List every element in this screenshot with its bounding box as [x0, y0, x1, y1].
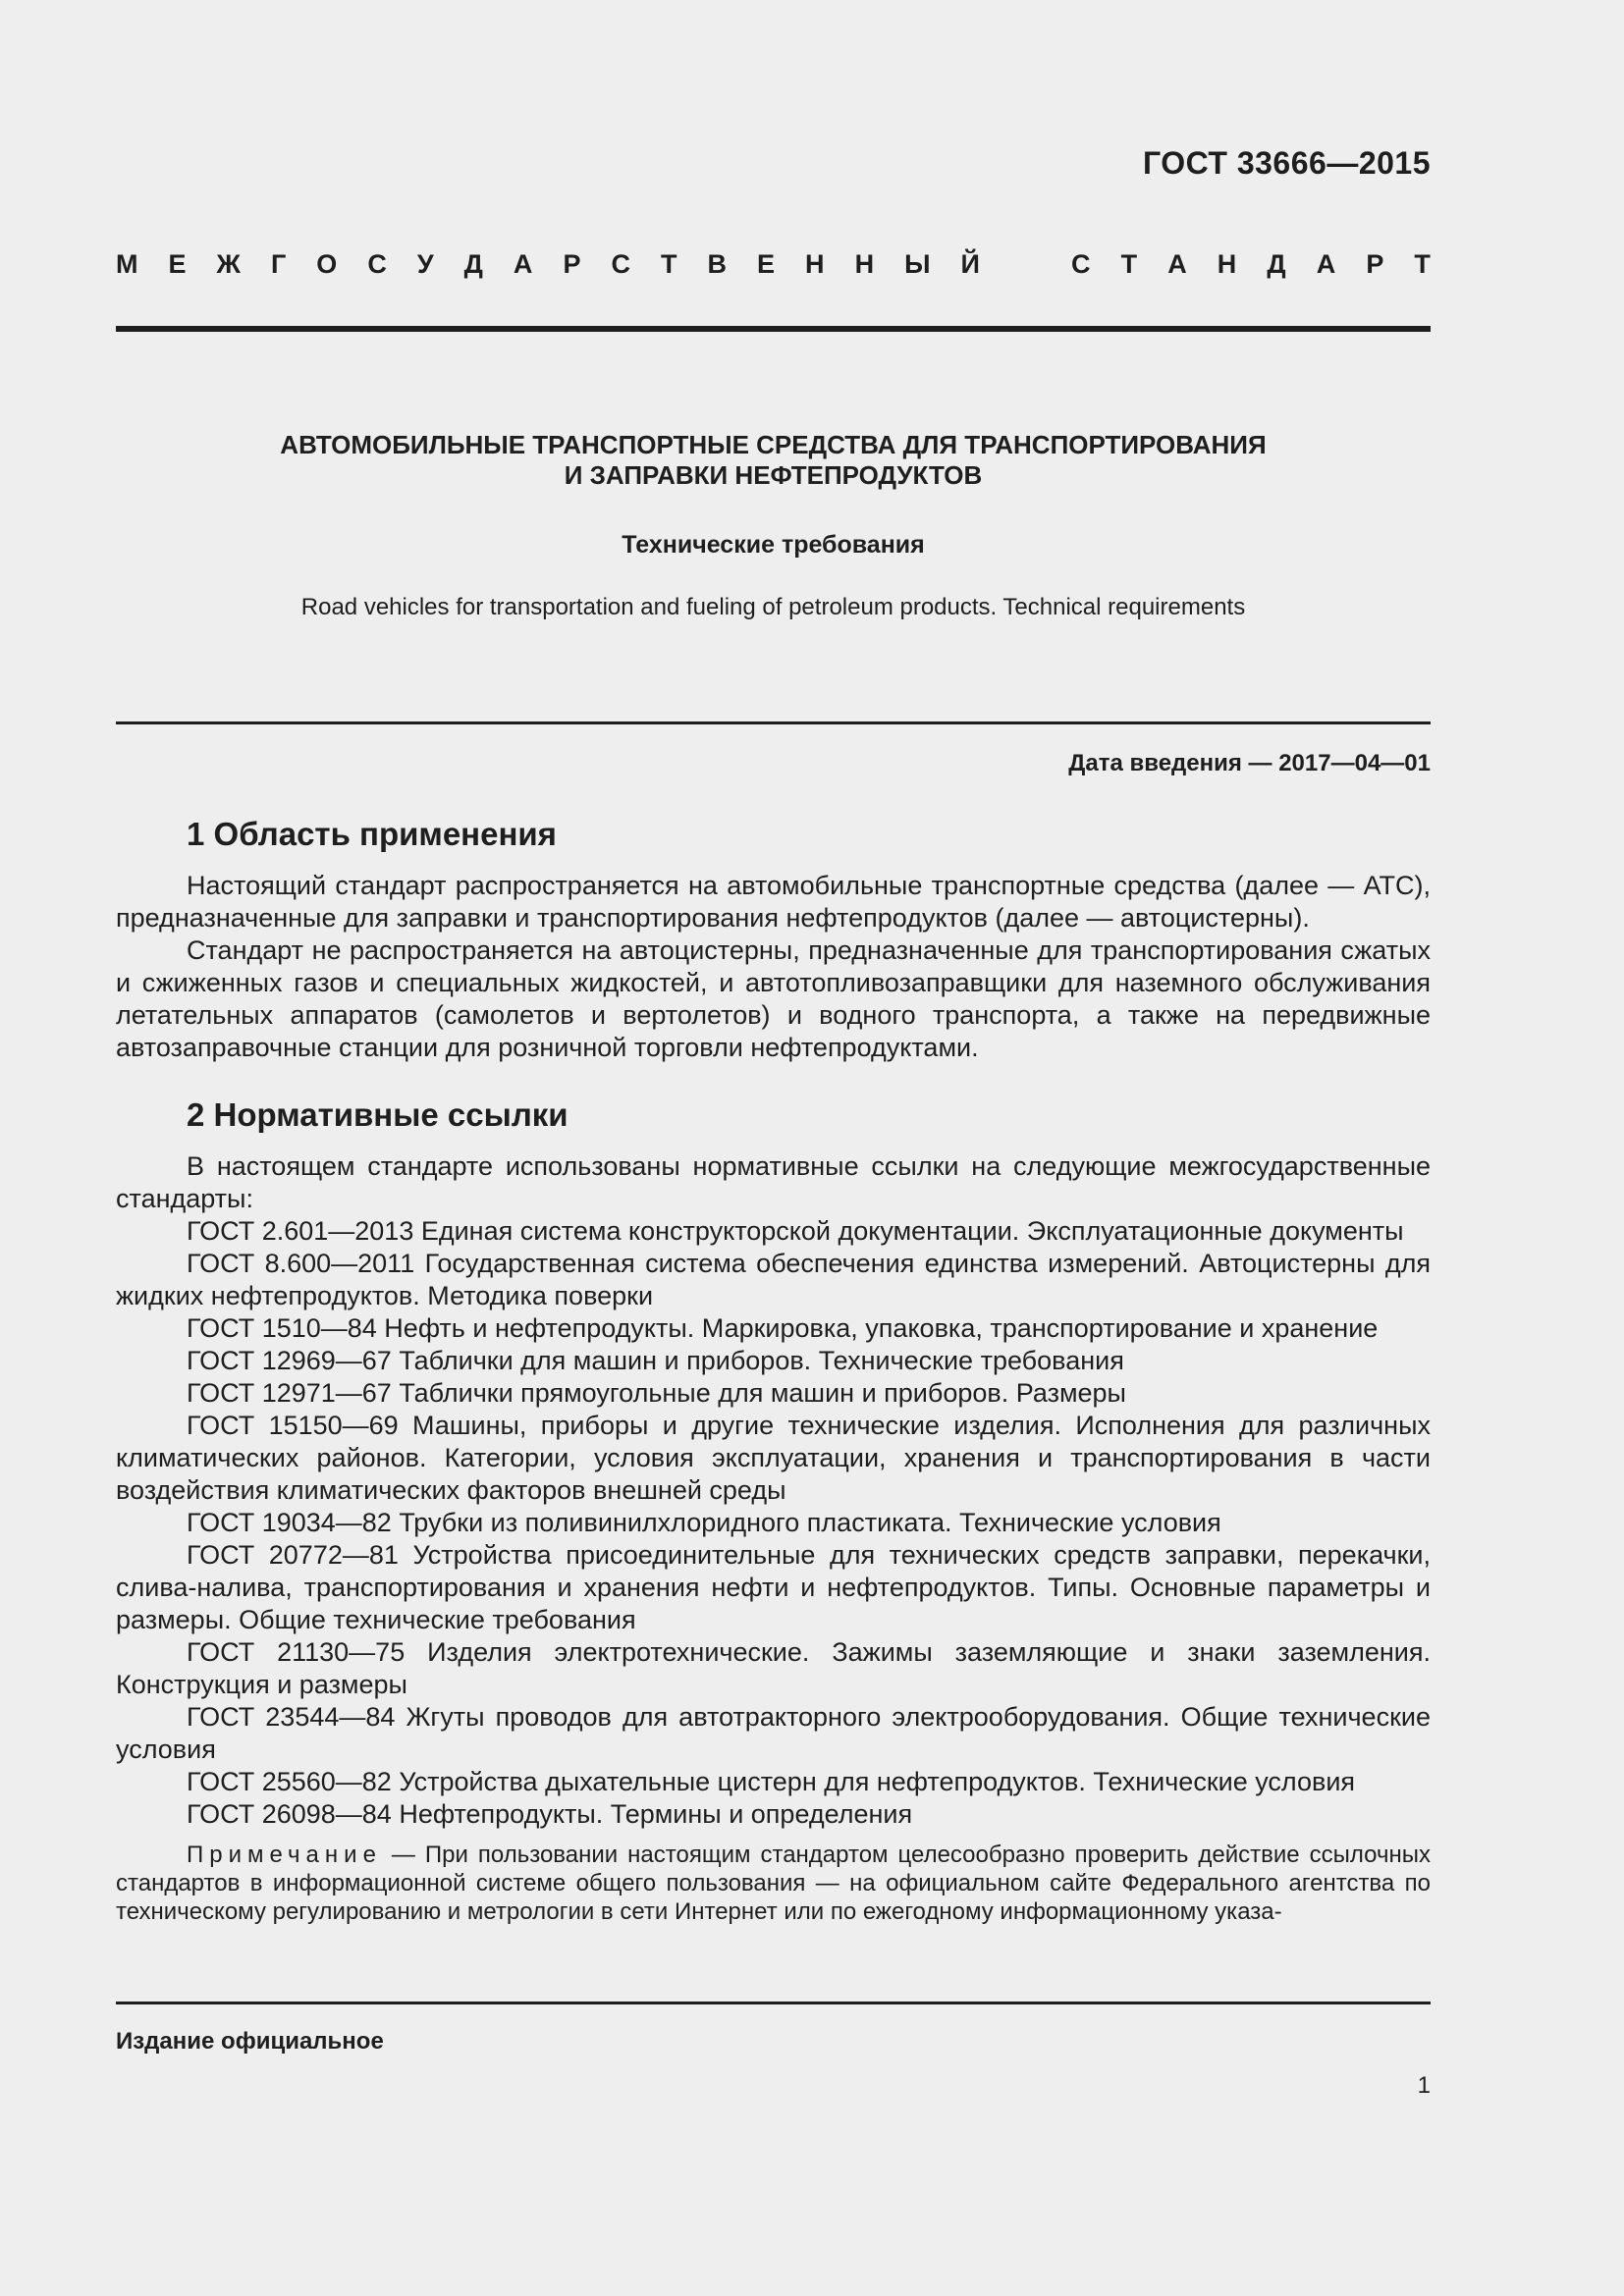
- banner-letter: Д: [1267, 249, 1286, 279]
- body-paragraph: ГОСТ 19034—82 Трубки из поливинилхлоридного пластиката. Технические условия: [187, 1508, 1221, 1537]
- body-paragraph: ГОСТ 8.600—2011 Государственная система обеспечения единства измерений. Автоцистерны для жидких нефтепродуктов. Методика поверки: [116, 1249, 1431, 1310]
- header-rule: [116, 326, 1431, 332]
- banner-letter: Н: [1217, 249, 1237, 279]
- banner-letter: Т: [1120, 249, 1138, 279]
- introduction-date: Дата введения — 2017—04—01: [1068, 750, 1431, 776]
- banner-letter: Е: [757, 249, 776, 279]
- banner-letter: С: [367, 249, 387, 279]
- body-paragraph: ГОСТ 12971—67 Таблички прямоугольные для машин и приборов. Размеры: [187, 1378, 1126, 1408]
- banner-letter: Н: [854, 249, 875, 279]
- banner-letter: Р: [1366, 249, 1384, 279]
- document-body: [116, 815, 1431, 1926]
- section-2-heading: 2 Нормативные ссылки: [187, 1096, 568, 1133]
- body-paragraph: ГОСТ 20772—81 Устройства присоединительные для технических средств заправки, перекачки, слива-налива, транспортирования и хранения нефти и нефтепродуктов. Типы. Основные параметры и размеры. Общие технические требования: [116, 1540, 1431, 1634]
- body-paragraph: ГОСТ 21130—75 Изделия электротехнические. Зажимы заземляющие и знаки заземления. Конструкция и размеры: [116, 1637, 1431, 1699]
- banner-letter: Ж: [216, 249, 241, 279]
- banner-letter: А: [513, 249, 533, 279]
- banner-letter: Т: [1414, 249, 1431, 279]
- banner-letter: Н: [805, 249, 825, 279]
- section-1-body: [116, 870, 1431, 1064]
- title-line-1: АВТОМОБИЛЬНЫЕ ТРАНСПОРТНЫЕ СРЕДСТВА ДЛЯ ТРАНСПОРТИРОВАНИЯ: [280, 430, 1267, 459]
- banner-letter: В: [707, 249, 727, 279]
- note-text: — При пользовании настоящим стандартом целесообразно проверить действие ссылочных стандартов в информационной системе общего пользования — на официальном сайте Федерального агентства по техническому регулированию и метрологии в сети Интернет или по ежегодному информационному указа-: [116, 1842, 1431, 1925]
- document-subtitle: Технические требования: [622, 531, 925, 559]
- interstate-standard-banner: [116, 249, 1431, 280]
- document-number: ГОСТ 33666—2015: [1142, 145, 1431, 181]
- body-paragraph: ГОСТ 12969—67 Таблички для машин и приборов. Технические требования: [187, 1346, 1124, 1375]
- english-title: Road vehicles for transportation and fueling of petroleum products. Technical requirements: [300, 594, 1246, 620]
- body-paragraph: ГОСТ 25560—82 Устройства дыхательные цистерн для нефтепродуктов. Технические условия: [187, 1767, 1356, 1796]
- title-line-2: И ЗАПРАВКИ НЕФТЕПРОДУКТОВ: [564, 460, 983, 490]
- title-rule: [116, 721, 1431, 724]
- banner-letter: У: [416, 249, 434, 279]
- note-label: Примечание: [187, 1842, 382, 1868]
- banner-letter: М: [116, 249, 138, 279]
- body-paragraph: ГОСТ 26098—84 Нефтепродукты. Термины и определения: [187, 1799, 913, 1829]
- official-edition-label: Издание официальное: [116, 2028, 384, 2055]
- banner-letter: О: [316, 249, 338, 279]
- standard-word: [1071, 249, 1431, 280]
- body-paragraph: Стандарт не распространяется на автоцистерны, предназначенные для транспортирования сжатых и сжиженных газов и специальных жидкостей, и автотопливозаправщики для наземного обслуживания летательных аппаратов (самолетов и вертолетов) и водного транспорта, а также на передвижные автозаправочные станции для розничной торговли нефтепродуктами.: [116, 935, 1431, 1062]
- interstate-word: [116, 249, 980, 280]
- body-paragraph: В настоящем стандарте использованы нормативные ссылки на следующие межгосударственные стандарты:: [116, 1151, 1431, 1213]
- body-paragraph: Настоящий стандарт распространяется на автомобильные транспортные средства (далее — АТС), предназначенные для заправки и транспортирования нефтепродуктов (далее — автоцистерны).: [116, 871, 1431, 933]
- banner-letter: Г: [270, 249, 287, 279]
- banner-letter: А: [1167, 249, 1187, 279]
- page-number: 1: [1417, 2072, 1431, 2099]
- banner-letter: Т: [660, 249, 677, 279]
- banner-letter: Е: [168, 249, 187, 279]
- footer-rule: [116, 2002, 1431, 2004]
- section-2-body: [116, 1150, 1431, 1831]
- banner-letter: С: [611, 249, 630, 279]
- body-paragraph: ГОСТ 2.601—2013 Единая система конструкторской документации. Эксплуатационные документы: [187, 1216, 1404, 1246]
- banner-letter: А: [1316, 249, 1336, 279]
- banner-letter: Р: [563, 249, 581, 279]
- banner-letter: Д: [463, 249, 483, 279]
- body-paragraph: ГОСТ 15150—69 Машины, приборы и другие технические изделия. Исполнения для различных климатических районов. Категории, условия эксплуатации, хранения и транспортирования в части воздействия климатических факторов внешней среды: [116, 1411, 1431, 1505]
- document-title: [116, 430, 1431, 491]
- section-gap: [116, 1064, 1431, 1095]
- body-paragraph: ГОСТ 23544—84 Жгуты проводов для автотракторного электрооборудования. Общие технические условия: [116, 1702, 1431, 1764]
- body-paragraph: ГОСТ 1510—84 Нефть и нефтепродукты. Маркировка, упаковка, транспортирование и хранение: [187, 1313, 1379, 1343]
- banner-letter: С: [1071, 249, 1091, 279]
- section-1-heading: 1 Область применения: [187, 816, 557, 852]
- note-paragraph: [116, 1841, 1431, 1926]
- banner-letter: Ы: [904, 249, 931, 279]
- banner-letter: Й: [960, 249, 980, 279]
